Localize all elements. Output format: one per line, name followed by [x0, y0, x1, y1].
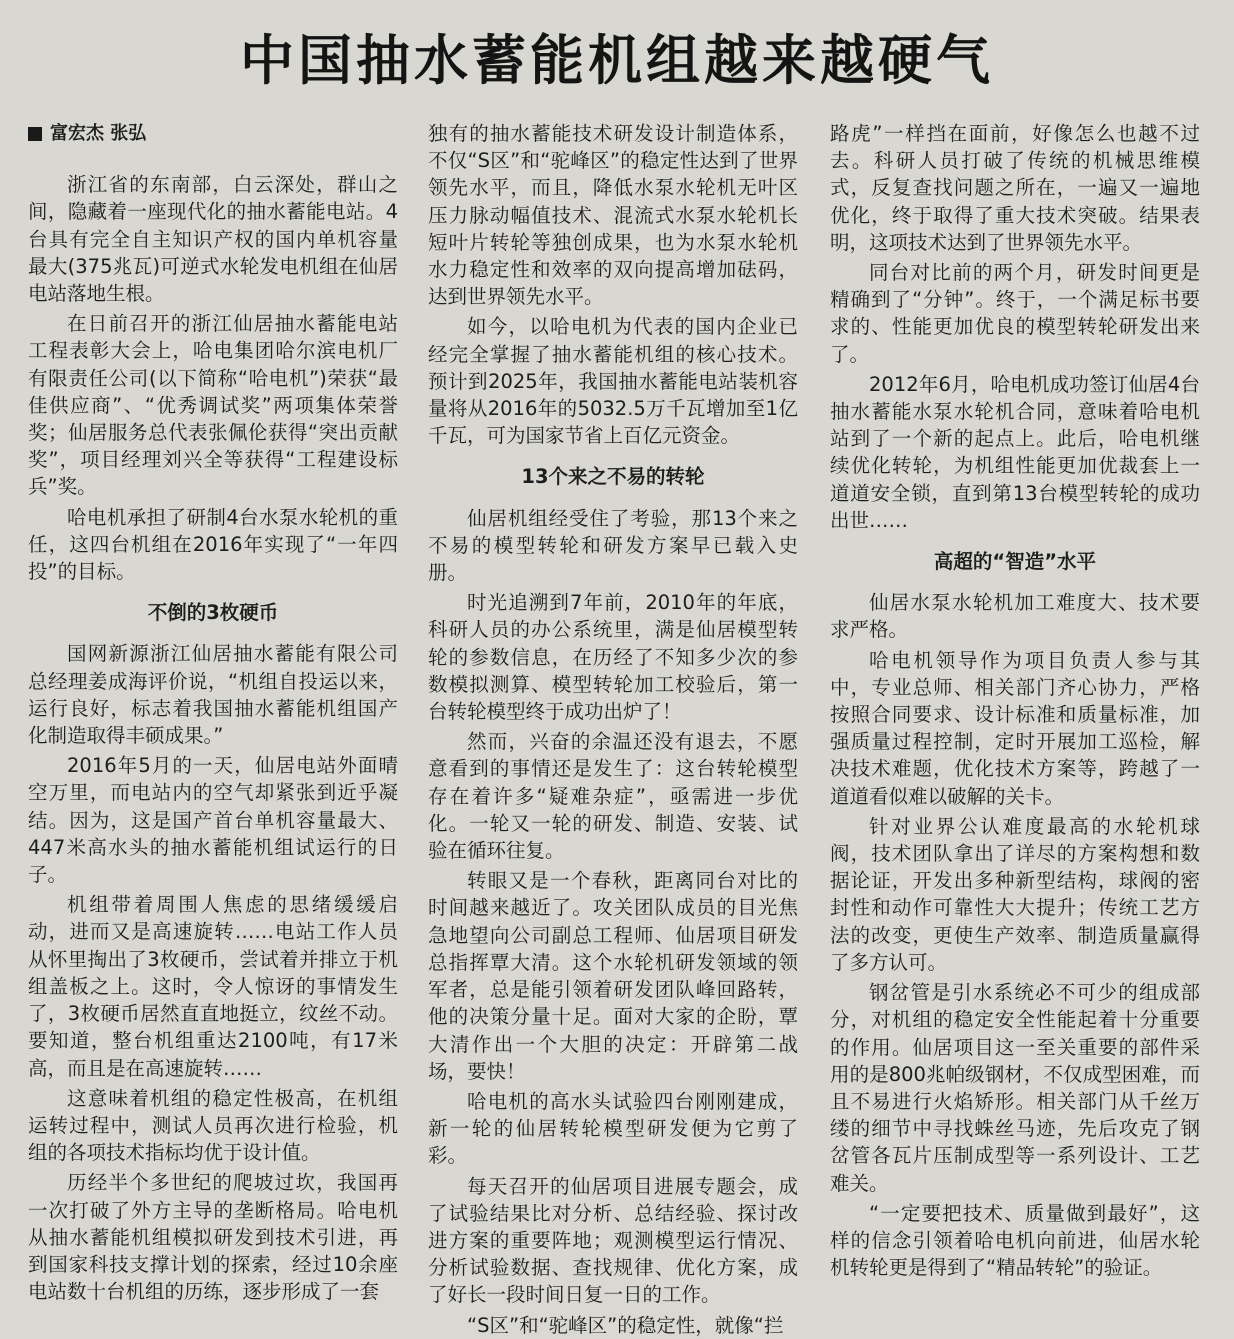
paragraph: 仙居水泵水轮机加工难度大、技术要求严格。	[830, 591, 1200, 642]
column-3	[830, 120, 1200, 1280]
byline	[28, 120, 398, 147]
byline-authors: 富宏杰 张弘	[50, 123, 147, 144]
paragraph: 历经半个多世纪的爬坡过坎，我国再一次打破了外方主导的垄断格局。哈电机从抽水蓄能机组模拟研发到技术引进，再到国家科技支撑计划的探索，经过10余座电站数十台机组的历练，逐步形成了一套	[28, 1171, 398, 1304]
paragraph: 针对业界公认难度最高的水轮机球阀，技术团队拿出了详尽的方案构想和数据论证，开发出多种新型结构，球阀的密封性和动作可靠性大大提升；传统工艺方法的改变，更使生产效率、制造质量赢得了多方认可。	[830, 814, 1200, 974]
paragraph: 2012年6月，哈电机成功签订仙居4台抽水蓄能水泵水轮机合同，意味着哈电机站到了一个新的起点上。此后，哈电机继续优化转轮，为机组性能更加优裁套上一道道安全锁，直到第13台模型转轮的成功出世……	[830, 372, 1200, 532]
paragraph: 然而，兴奋的余温还没有退去，不愿意看到的事情还是发生了：这台转轮模型存在着许多“疑难杂症”，亟需进一步优化。一轮又一轮的研发、制造、安装、试验在循环往复。	[428, 730, 798, 863]
section-heading: 不倒的3枚硬币	[147, 601, 279, 625]
paragraph: 这意味着机组的稳定性极高，在机组运转过程中，测试人员再次进行检验，机组的各项技术指标均优于设计值。	[28, 1086, 398, 1165]
paragraph: 机组带着周围人焦虑的思绪缓缓启动，进而又是高速旋转……电站工作人员从怀里掏出了3枚硬币，尝试着并排立于机组盖板之上。这时，令人惊讶的事情发生了，3枚硬币居然直直地挺立，纹丝不动。要知道，整台机组重达2100吨，有17米高，而且是在高速旋转……	[28, 893, 398, 1080]
paragraph: “一定要把技术、质量做到最好”，这样的信念引领着哈电机向前进，仙居水轮机转轮更是得到了“精品转轮”的验证。	[830, 1201, 1200, 1280]
paragraph: 哈电机承担了研制4台水泵水轮机的重任，这四台机组在2016年实现了“一年四投”的目标。	[28, 505, 398, 584]
paragraph: 如今，以哈电机为代表的国内企业已经完全掌握了抽水蓄能机组的核心技术。预计到2025年，我国抽水蓄能电站装机容量将从2016年的5032.5万千瓦增加至1亿千瓦，可为国家节省上百亿元资金。	[428, 315, 798, 448]
paragraph: 国网新源浙江仙居抽水蓄能有限公司总经理姜成海评价说，“机组自投运以来，运行良好，标志着我国抽水蓄能机组国产化制造取得丰硕成果。”	[28, 642, 398, 748]
paragraph: 时光追溯到7年前，2010年的年底，科研人员的办公系统里，满是仙居模型转轮的参数信息，在历经了不知多少次的参数模拟测算、模型转轮加工校验后，第一台转轮模型终于成功出炉了！	[428, 591, 798, 724]
paragraph: 钢岔管是引水系统必不可少的组成部分，对机组的稳定安全性能起着十分重要的作用。仙居项目这一至关重要的部件采用的是800兆帕级钢材，不仅成型困难，而且不易进行火焰矫形。相关部门从千丝万缕的细节中寻找蛛丝马迹，先后攻克了钢岔管各瓦片压制成型等一系列设计、工艺难关。	[830, 981, 1200, 1195]
byline-square-icon	[28, 127, 42, 141]
paragraph: 独有的抽水蓄能技术研发设计制造体系，不仅“S区”和“驼峰区”的稳定性达到了世界领先水平，而且，降低水泵水轮机无叶区压力脉动幅值技术、混流式水泵水轮机长短叶片转轮等独创成果，也为水泵水轮机水力稳定性和效率的双向提高增加砝码，达到世界领先水平。	[428, 122, 798, 309]
paragraph: 仙居机组经受住了考验，那13个来之不易的模型转轮和研发方案早已载入史册。	[428, 506, 798, 585]
paragraph: “S区”和“驼峰区”的稳定性，就像“拦	[467, 1313, 784, 1337]
paragraph: 路虎”一样挡在面前，好像怎么也越不过去。科研人员打破了传统的机械思维模式，反复查找问题之所在，一遍又一遍地优化，终于取得了重大技术突破。结果表明，这项技术达到了世界领先水平。	[830, 122, 1200, 254]
section-heading: 13个来之不易的转轮	[521, 465, 705, 489]
paragraph: 同台对比前的两个月，研发时间更是精确到了“分钟”。终于，一个满足标书要求的、性能更加优良的模型转轮研发出来了。	[830, 261, 1200, 366]
paragraph: 每天召开的仙居项目进展专题会，成了试验结果比对分析、总结经验、探讨改进方案的重要阵地；观测模型运行情况、分析试验数据、查找规律、优化方案，成了好长一段时间日复一日的工作。	[428, 1174, 798, 1307]
paragraph: 转眼又是一个春秋，距离同台对比的时间越来越近了。攻关团队成员的目光焦急地望向公司副总工程师、仙居项目研发总指挥覃大清。这个水轮机研发领域的领军者，总是能引领着研发团队峰回路转，他的决策分量十足。面对大家的企盼，覃大清作出一个大胆的决定：开辟第二战场，要快！	[428, 869, 798, 1083]
paragraph: 浙江省的东南部，白云深处，群山之间，隐藏着一座现代化的抽水蓄能电站。4台具有完全自主知识产权的国内单机容量最大(375兆瓦)可逆式水轮发电机组在仙居电站落地生根。	[28, 173, 398, 306]
column-1	[28, 120, 398, 1304]
paragraph: 哈电机的高水头试验四台刚刚建成，新一轮的仙居转轮模型研发便为它剪了彩。	[428, 1089, 798, 1168]
paragraph: 2016年5月的一天，仙居电站外面晴空万里，而电站内的空气却紧张到近乎凝结。因为，这是国产首台单机容量最大、447米高水头的抽水蓄能机组试运行的日子。	[28, 754, 398, 887]
paragraph: 哈电机领导作为项目负责人参与其中，专业总师、相关部门齐心协力，严格按照合同要求、设计标准和质量标准，加强质量过程控制，定时开展加工巡检，解决技术难题，优化技术方案等，跨越了一道道看似难以破解的关卡。	[830, 648, 1200, 808]
column-2	[428, 120, 798, 1337]
section-heading: 高超的“智造”水平	[933, 550, 1097, 574]
paragraph: 在日前召开的浙江仙居抽水蓄能电站工程表彰大会上，哈电集团哈尔滨电机厂有限责任公司(以下简称“哈电机”)荣获“最佳供应商”、“优秀调试奖”两项集体荣誉奖；仙居服务总代表张佩伦获得“突出贡献奖”，项目经理刘兴全等获得“工程建设标兵”奖。	[28, 312, 398, 499]
article-title: 中国抽水蓄能机组越来越硬气	[240, 29, 994, 92]
